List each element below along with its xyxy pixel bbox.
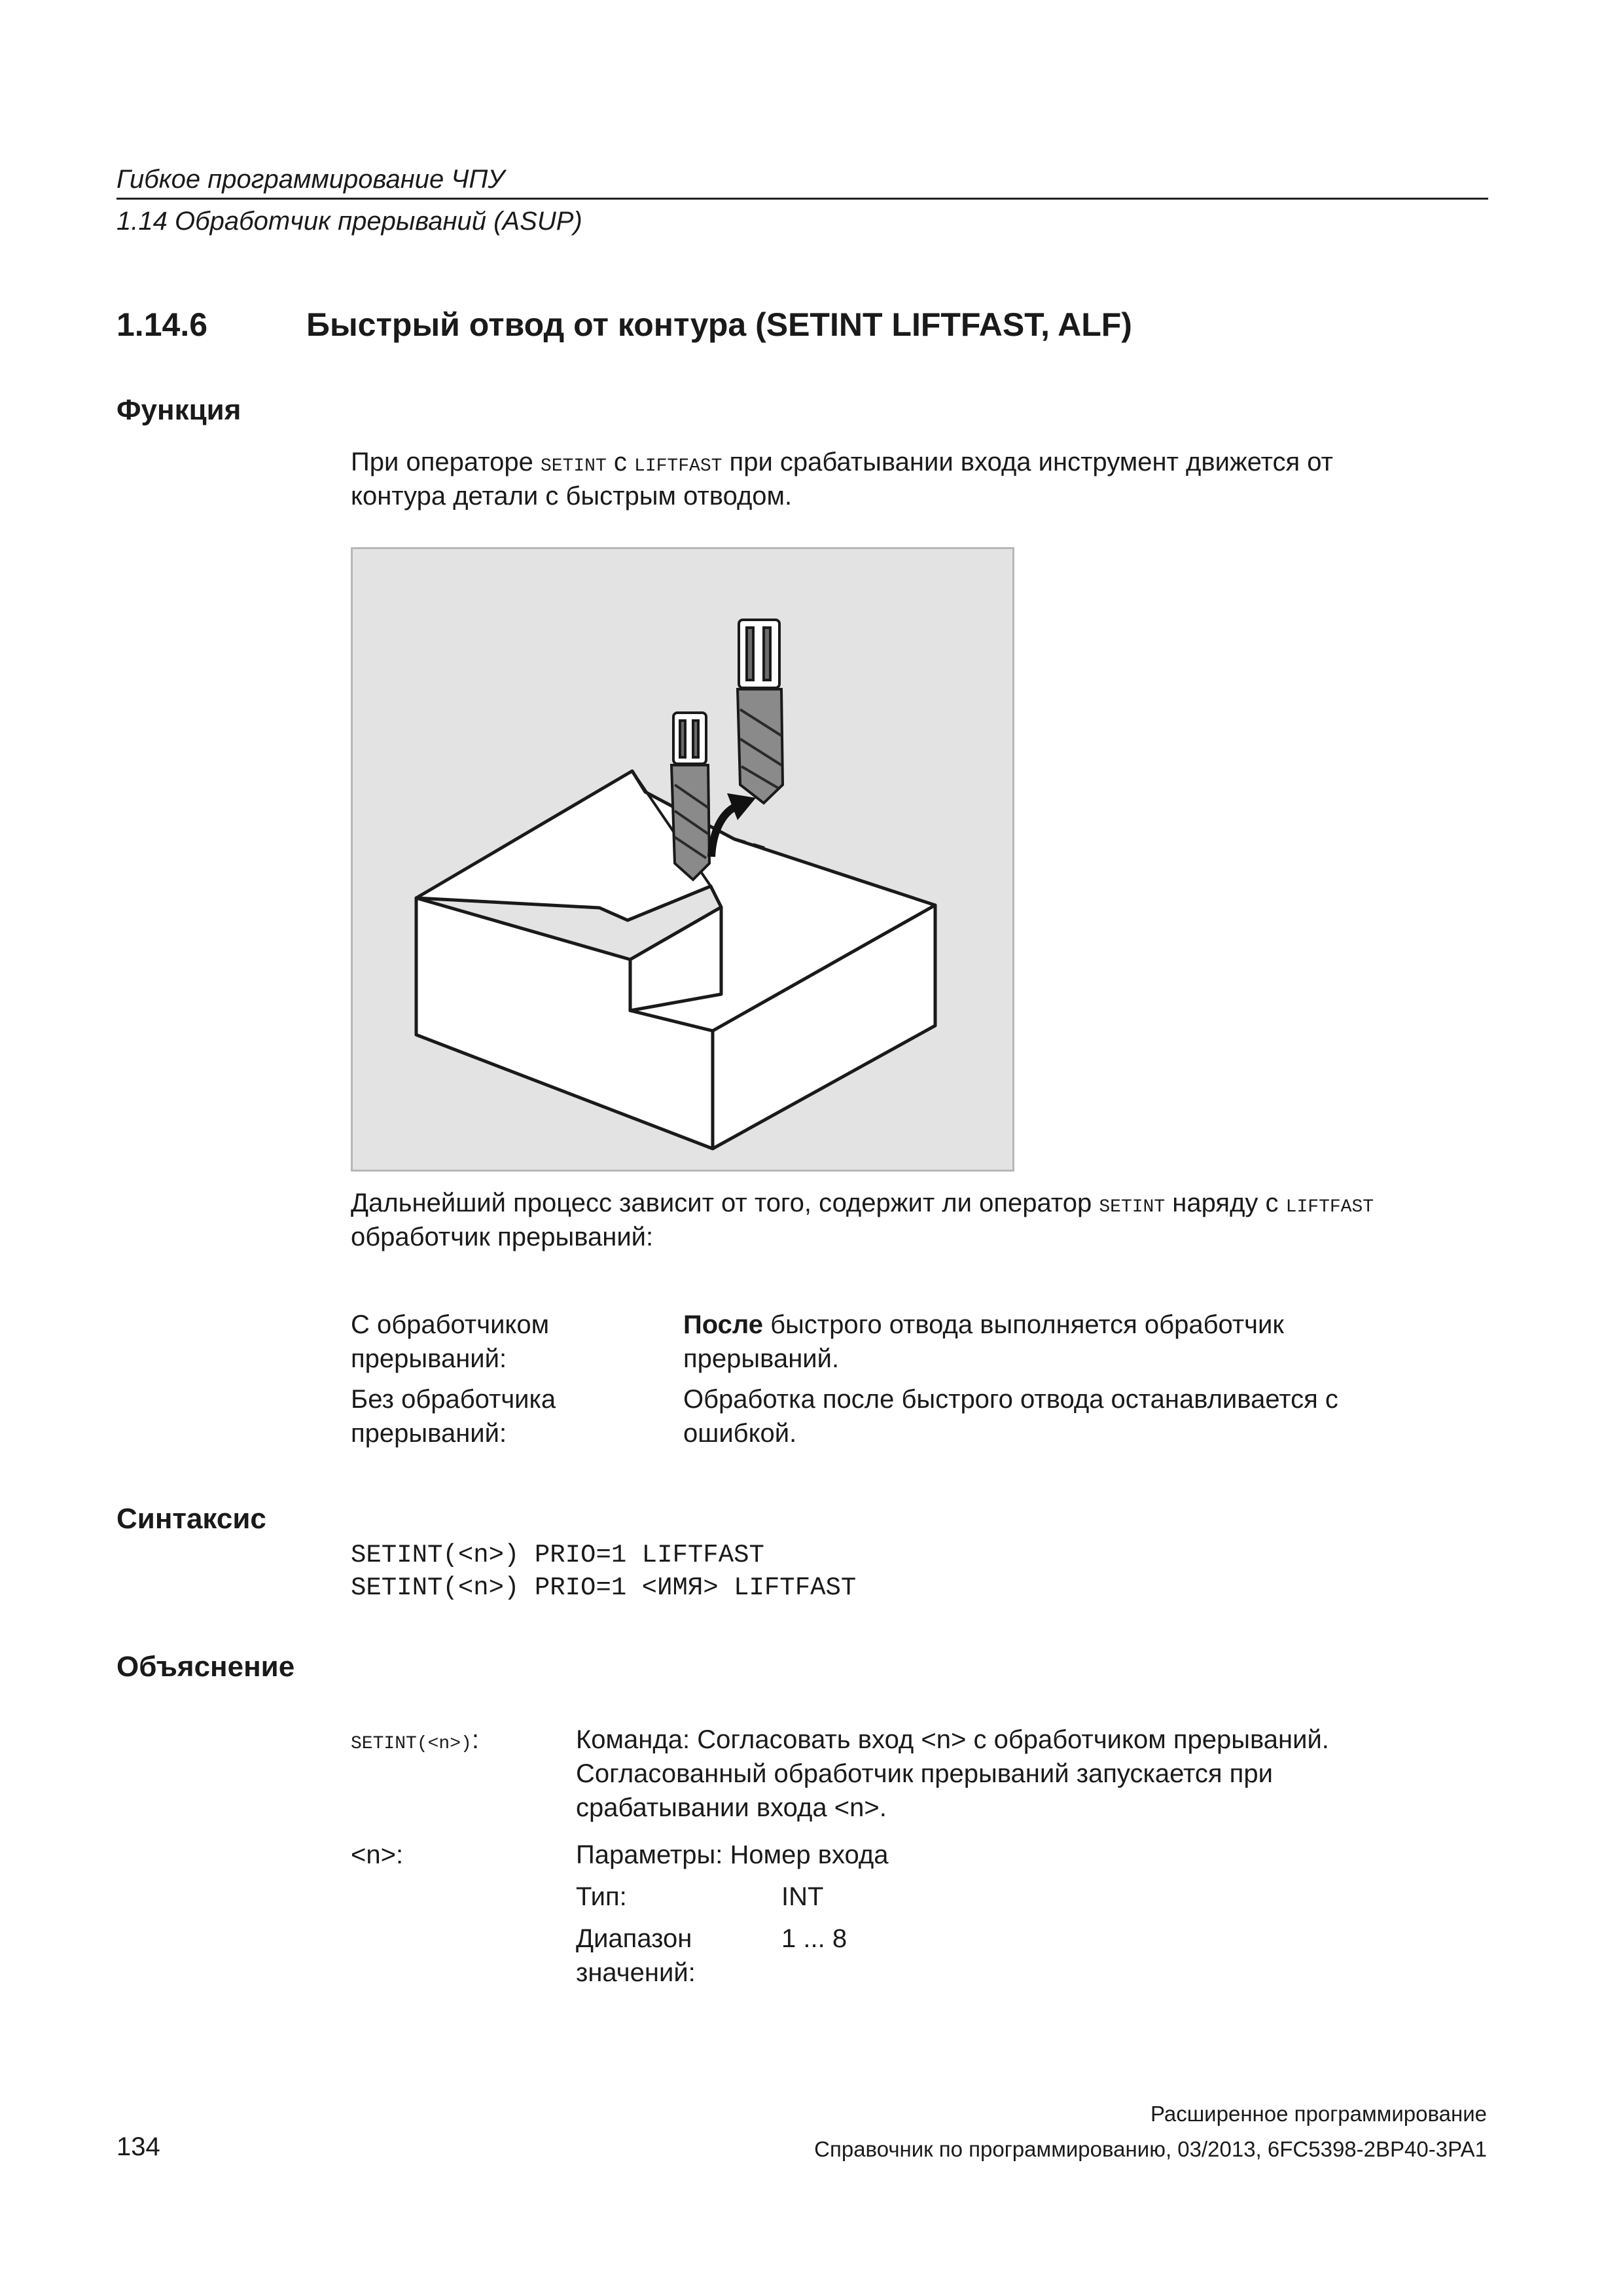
syntax-heading: Синтаксис <box>116 1503 266 1535</box>
table-row-1-label-line-1: С обработчиком <box>351 1310 550 1339</box>
table-row-2-label-line-1: Без обработчика <box>351 1385 556 1414</box>
running-header-section: 1.14 Обработчик прерываний (ASUP) <box>116 207 582 236</box>
table-row-1-label-line-2: прерываний: <box>351 1344 507 1373</box>
explanation-n-desc: Параметры: Номер входа <box>576 1840 889 1869</box>
workpiece-tool-drawing <box>353 549 1012 1170</box>
p1-code-setint: SETINT <box>540 456 607 476</box>
table-row-1-desc-line-1 <box>683 1308 1284 1342</box>
block-step-face <box>630 907 721 1011</box>
section-title: Быстрый отвод от контура (SETINT LIFTFAST, ALF) <box>306 306 1132 343</box>
p2-code-liftfast: LIFTFAST <box>1285 1197 1374 1217</box>
p1-text-b: с <box>606 448 635 476</box>
p2-text-a: Дальнейший процесс зависит от того, содержит ли оператор <box>351 1189 1099 1217</box>
explanation-setint-desc-1: Команда: Согласовать вход <n> с обработчиком прерываний. <box>576 1725 1329 1754</box>
function-paragraph-1 <box>351 445 1333 484</box>
syntax-line-1: SETINT(<n>) PRIO=1 LIFTFAST <box>351 1541 764 1570</box>
type-label: Тип: <box>576 1882 627 1911</box>
milling-tool-lower <box>671 713 709 880</box>
p1-code-liftfast: LIFTFAST <box>634 456 722 476</box>
p1-text-a: При операторе <box>351 448 541 476</box>
range-label-line-1: Диапазон <box>576 1924 692 1953</box>
table-row-2-desc-line-1: Обработка после быстрого отвода останавливается с <box>683 1385 1338 1414</box>
table-row-1-desc-line-2: прерываний. <box>683 1344 840 1373</box>
running-header-chapter: Гибкое программирование ЧПУ <box>116 165 505 194</box>
table-row-1-bold-word: После <box>683 1310 764 1339</box>
setint-term-code: SETINT(<n>) <box>351 1734 472 1754</box>
function-paragraph-2 <box>351 1186 1374 1225</box>
footer-line-1: Расширенное программирование <box>1150 2102 1487 2126</box>
function-heading: Функция <box>116 394 241 426</box>
explanation-n-term: <n>: <box>351 1840 404 1869</box>
type-value: INT <box>781 1882 824 1911</box>
table-row-2-desc-line-2: ошибкой. <box>683 1419 797 1448</box>
header-rule <box>116 198 1488 200</box>
page-number: 134 <box>116 2132 160 2161</box>
range-value: 1 ... 8 <box>781 1924 847 1953</box>
footer-line-2: Справочник по программированию, 03/2013, 6FC5398-2BP40-3PA1 <box>814 2137 1487 2161</box>
explanation-setint-desc-2: Согласованный обработчик прерываний запускается при <box>576 1759 1273 1788</box>
block-front-left-face <box>416 898 713 1149</box>
function-paragraph-2-line-2: обработчик прерываний: <box>351 1223 654 1251</box>
setint-term-colon: : <box>471 1725 479 1754</box>
range-label-line-2: значений: <box>576 1958 696 1987</box>
liftfast-illustration <box>351 547 1014 1172</box>
p2-code-setint: SETINT <box>1099 1197 1166 1217</box>
section-number: 1.14.6 <box>116 306 208 343</box>
explanation-setint-term <box>351 1723 479 1761</box>
table-row-2-label-line-2: прерываний: <box>351 1419 507 1448</box>
milling-tool-upper <box>738 620 783 803</box>
explanation-heading: Объяснение <box>116 1651 295 1683</box>
table-row-1-desc-text: быстрого отвода выполняется обработчик <box>763 1310 1284 1339</box>
explanation-setint-desc-3: срабатывании входа <n>. <box>576 1793 887 1822</box>
function-paragraph-1-line-2: контура детали с быстрым отводом. <box>351 482 793 511</box>
p2-text-b: наряду с <box>1165 1189 1286 1217</box>
p1-text-c: при срабатывании входа инструмент движется от <box>722 448 1333 476</box>
syntax-line-2: SETINT(<n>) PRIO=1 <ИМЯ> LIFTFAST <box>351 1573 857 1602</box>
